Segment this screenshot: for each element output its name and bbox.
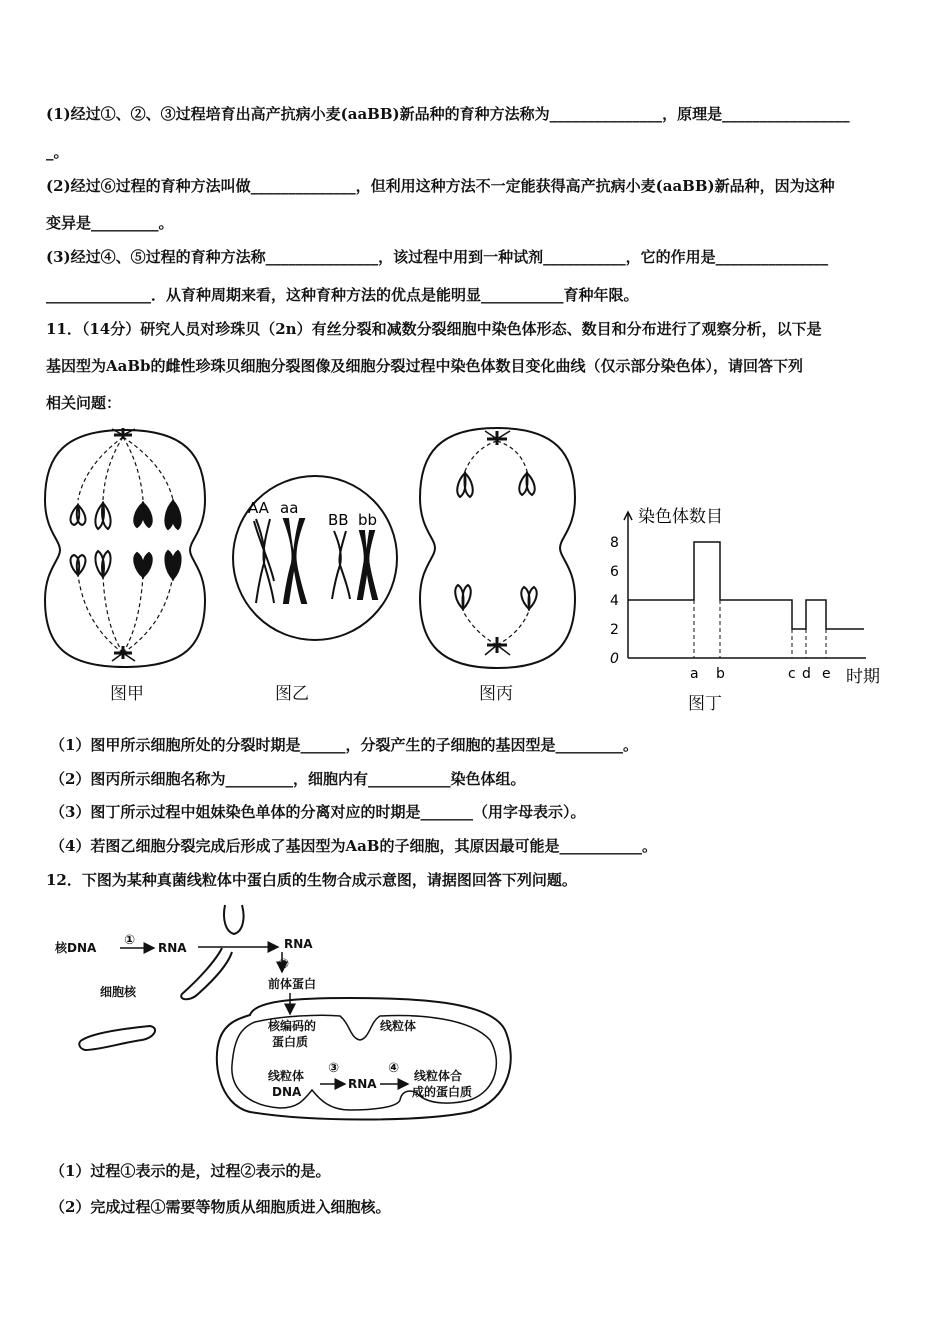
- chart-marks: [628, 542, 864, 658]
- label-mito-protein-2: 成的蛋白质: [412, 1085, 473, 1099]
- label-nuclear-protein-1: 核编码的: [268, 1019, 317, 1033]
- chart-x-tick-label: c: [788, 666, 796, 682]
- chart-x-tick-label: a: [690, 666, 699, 682]
- caption-jia: 图甲: [110, 684, 144, 704]
- label-step-3: ③: [328, 1061, 340, 1076]
- label-nuclear-dna: 核DNA: [55, 941, 97, 955]
- chart-x-tick-label: e: [822, 666, 831, 682]
- label-mito-dna-1: 线粒体: [268, 1069, 305, 1083]
- chart-y-tick-label: 6: [610, 564, 619, 580]
- chart-x-tick-label: d: [802, 666, 811, 682]
- label-step-1: ①: [124, 933, 136, 948]
- label-mitochondrion: 线粒体: [380, 1019, 417, 1033]
- q11-sub-1: （1）图甲所示细胞所处的分裂时期是______，分裂产生的子细胞的基因型是_________。: [50, 736, 638, 754]
- label-nucleus: 细胞核: [100, 985, 137, 999]
- label-AA: AA: [248, 499, 269, 517]
- label-nuclear-protein-2: 蛋白质: [272, 1035, 309, 1049]
- q11-sub-3: （3）图丁所示过程中姐妹染色单体的分离对应的时期是_______（用字母表示）。: [50, 803, 586, 821]
- label-rna-1: RNA: [158, 941, 187, 955]
- q11-sub-2: （2）图丙所示细胞名称为_________，细胞内有___________染色体组。: [50, 770, 526, 788]
- q12-sub-1: （1）过程①表示的是，过程②表示的是。: [50, 1162, 331, 1180]
- figure-yi-cell: [230, 473, 400, 643]
- chart-x-axis-label: 时期: [846, 667, 880, 687]
- label-bb: bb: [358, 511, 378, 529]
- label-rna-3: RNA: [348, 1077, 377, 1091]
- label-mito-protein-1: 线粒体合: [414, 1069, 463, 1083]
- chart-y-axis-label: 染色体数目: [638, 507, 723, 527]
- q10-part2: (2)经过⑥过程的育种方法叫做______________，但利用这种方法不一定能获得高产抗病小麦(aaBB)新品种，因为这种: [46, 177, 835, 195]
- q11-sub-4: （4）若图乙细胞分裂完成后形成了基因型为AaB的子细胞，其原因最可能是___________。: [50, 837, 657, 855]
- label-step-2: ②: [278, 957, 290, 972]
- q12-stem: 12．下图为某种真菌线粒体中蛋白质的生物合成示意图，请据图回答下列问题。: [46, 871, 577, 889]
- figure-mito-diagram: [50, 900, 520, 1130]
- chart-y-tick-label: 0: [610, 651, 619, 667]
- caption-yi: 图乙: [275, 684, 309, 704]
- q11-stem-3: 相关问题：: [46, 394, 122, 412]
- figure-jia-cell: [40, 425, 210, 675]
- figure-ding-chart: [598, 500, 898, 690]
- chart-series-line: [628, 542, 864, 629]
- q12-sub-2: （2）完成过程①需要等物质从细胞质进入细胞核。: [50, 1198, 391, 1216]
- q11-stem-2: 基因型为AaBb的雌性珍珠贝细胞分裂图像及细胞分裂过程中染色体数目变化曲线（仅示部分染色体），请回答下列: [46, 357, 804, 375]
- chart-y-tick-label: 2: [610, 622, 619, 638]
- q10-part1: (1)经过①、②、③过程培育出高产抗病小麦(aaBB)新品种的育种方法称为_______________，原理是_________________: [46, 105, 850, 123]
- q10-part3: (3)经过④、⑤过程的育种方法称_______________，该过程中用到一种试剂___________，它的作用是_______________: [46, 248, 829, 266]
- q11-stem-1: 11．（14分）研究人员对珍珠贝（2n）有丝分裂和减数分裂细胞中染色体形态、数目和分布进行了观察分析，以下是: [46, 320, 822, 338]
- caption-ding: 图丁: [688, 694, 722, 714]
- caption-bing: 图丙: [479, 684, 513, 704]
- label-rna-2: RNA: [284, 937, 313, 951]
- q10-part2-cont: 变异是_________。: [46, 214, 174, 232]
- label-BB: BB: [328, 511, 349, 529]
- label-precursor-protein: 前体蛋白: [268, 977, 317, 991]
- label-mito-dna-2: DNA: [272, 1085, 302, 1099]
- chart-axes: [610, 512, 866, 682]
- chart-y-tick-label: 4: [610, 593, 619, 609]
- q10-part3-cont: ______________．从育种周期来看，这种育种方法的优点是能明显___________育种年限。: [46, 286, 639, 304]
- chart-y-tick-label: 8: [610, 535, 619, 551]
- q10-part1-cont: _。: [46, 143, 69, 161]
- label-step-4: ④: [388, 1061, 400, 1076]
- label-aa: aa: [280, 499, 299, 517]
- chart-x-tick-label: b: [716, 666, 725, 682]
- figure-bing-cell: [415, 423, 580, 673]
